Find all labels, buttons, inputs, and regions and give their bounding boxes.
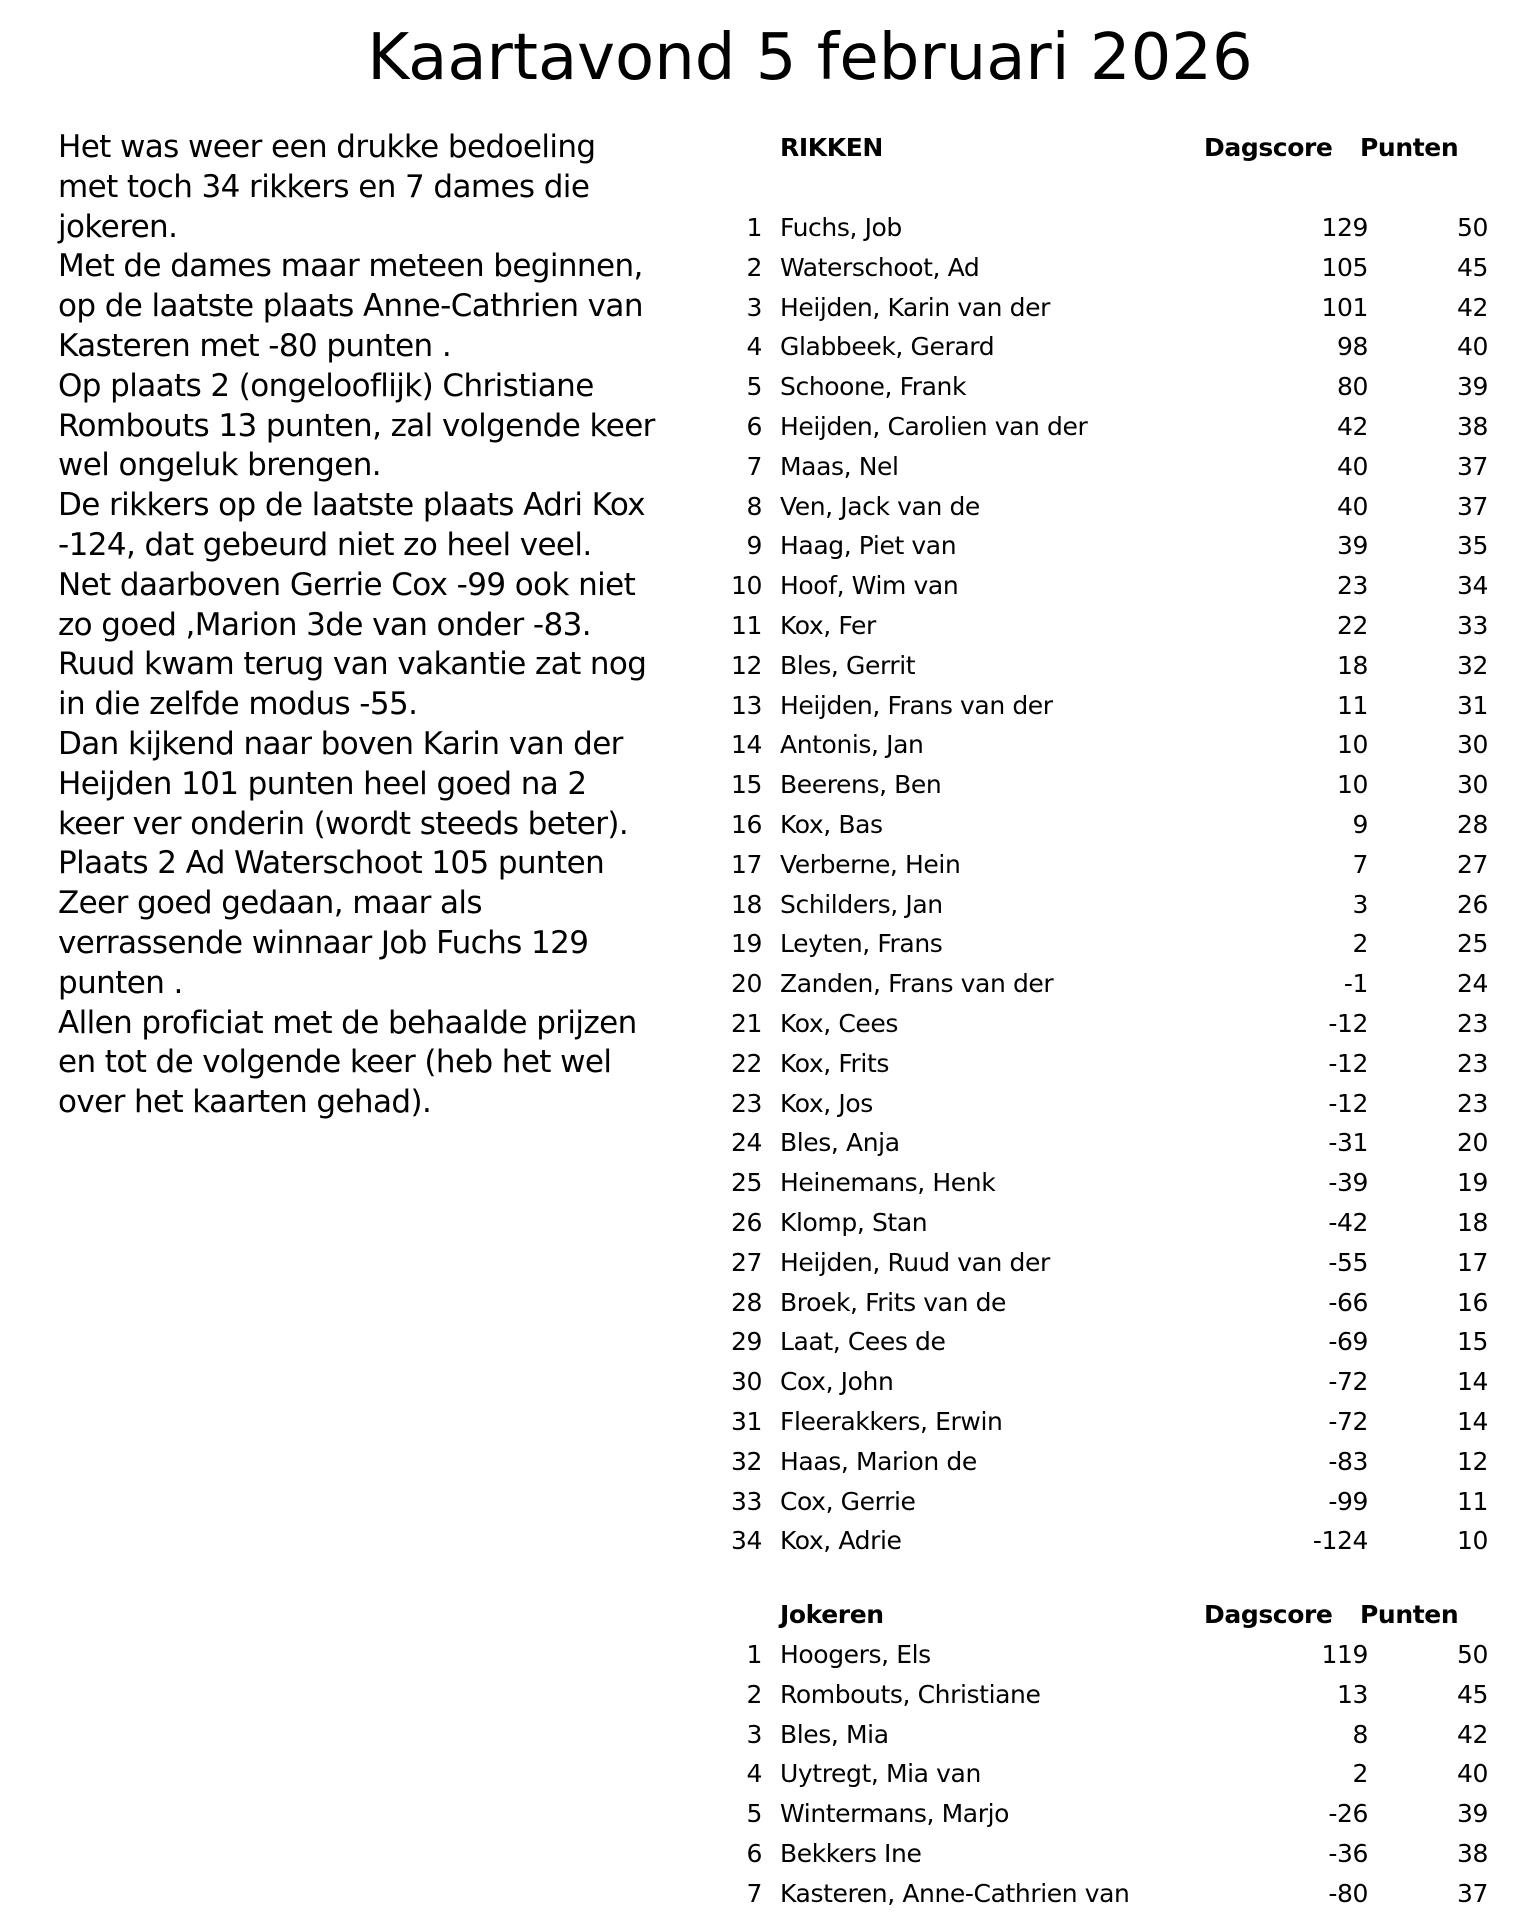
name-cell: Bles, Gerrit (780, 650, 916, 680)
rank-cell: 25 (730, 1168, 762, 1198)
rank-cell: 29 (730, 1327, 762, 1357)
rank-cell: 14 (730, 730, 762, 760)
punten-cell: 18 (1456, 1207, 1488, 1237)
table-row (720, 964, 1500, 1004)
table-row (720, 1044, 1500, 1084)
rank-cell: 2 (746, 252, 762, 282)
story-line: Kasteren met -80 punten . (58, 327, 452, 364)
table-row (720, 805, 1500, 845)
rank-cell: 8 (746, 491, 762, 521)
table-row (720, 1163, 1500, 1203)
rank-cell: 16 (730, 809, 762, 839)
table-row (720, 845, 1500, 885)
name-cell: Heijden, Frans van der (780, 690, 1053, 720)
dagscore-cell: 98 (1336, 332, 1368, 362)
story-line: Plaats 2 Ad Waterschoot 105 punten (58, 845, 605, 882)
table-row (720, 566, 1500, 606)
table-row (720, 367, 1500, 407)
punten-cell: 10 (1456, 1526, 1488, 1556)
name-cell: Heinemans, Henk (780, 1168, 996, 1198)
name-cell: Uytregt, Mia van (780, 1759, 981, 1789)
punten-header: Punten (1360, 1600, 1459, 1629)
table-row (720, 1834, 1500, 1874)
rank-cell: 33 (730, 1486, 762, 1516)
punten-cell: 42 (1456, 292, 1488, 322)
name-cell: Schilders, Jan (780, 889, 943, 919)
dagscore-cell: 2 (1352, 1759, 1368, 1789)
name-cell: Heijden, Ruud van der (780, 1247, 1050, 1277)
dagscore-cell: 2 (1352, 929, 1368, 959)
story-line: punten . (58, 964, 183, 1001)
name-cell: Hoof, Wim van (780, 571, 959, 601)
story-line: Rombouts 13 punten, zal volgende keer (58, 407, 655, 444)
rank-cell: 24 (730, 1128, 762, 1158)
punten-cell: 40 (1456, 1759, 1488, 1789)
story-line: Op plaats 2 (ongelooflijk) Christiane (58, 367, 594, 404)
table-row (720, 1362, 1500, 1402)
dagscore-cell: 10 (1336, 730, 1368, 760)
story-line: met toch 34 rikkers en 7 dames die (58, 168, 590, 205)
punten-cell: 19 (1456, 1168, 1488, 1198)
dagscore-cell: -72 (1328, 1367, 1368, 1397)
punten-cell: 30 (1456, 770, 1488, 800)
name-cell: Hoogers, Els (780, 1640, 931, 1669)
table-row (720, 765, 1500, 805)
table-row (720, 686, 1500, 726)
table-row (720, 1754, 1500, 1794)
punten-cell: 14 (1456, 1367, 1488, 1397)
table-row (720, 208, 1500, 248)
punten-cell: 20 (1456, 1128, 1488, 1158)
table-row (720, 1283, 1500, 1323)
rank-cell: 19 (730, 929, 762, 959)
table-row (720, 447, 1500, 487)
table-row (720, 924, 1500, 964)
name-cell: Glabbeek, Gerard (780, 332, 995, 362)
dagscore-cell: 7 (1352, 849, 1368, 879)
punten-cell: 31 (1456, 690, 1488, 720)
story-line: en tot de volgende keer (heb het wel (58, 1044, 612, 1081)
dagscore-cell: 9 (1352, 809, 1368, 839)
punten-cell: 33 (1456, 610, 1488, 640)
rank-cell: 5 (746, 372, 762, 402)
story-line: Ruud kwam terug van vakantie zat nog (58, 646, 647, 683)
punten-cell: 34 (1456, 571, 1488, 601)
punten-cell: 37 (1456, 1878, 1488, 1908)
dagscore-cell: -42 (1328, 1207, 1368, 1237)
table-row (720, 407, 1500, 447)
rank-cell: 7 (746, 1878, 762, 1908)
dagscore-cell: 129 (1321, 213, 1368, 242)
rank-cell: 32 (730, 1446, 762, 1476)
rikken-header (720, 128, 1500, 168)
story-line: Allen proficiat met de behaalde prijzen (58, 1004, 637, 1041)
rank-cell: 6 (746, 1838, 762, 1868)
rank-cell: 20 (730, 969, 762, 999)
punten-cell: 28 (1456, 809, 1488, 839)
table-row (720, 1442, 1500, 1482)
rank-cell: 1 (746, 1640, 762, 1669)
table-row (720, 1635, 1500, 1675)
name-cell: Kasteren, Anne-Cathrien van (780, 1878, 1130, 1908)
punten-cell: 23 (1456, 1008, 1488, 1038)
punten-cell: 23 (1456, 1088, 1488, 1118)
table-row (720, 1123, 1500, 1163)
rank-cell: 30 (730, 1367, 762, 1397)
rank-cell: 28 (730, 1287, 762, 1317)
table-row (720, 288, 1500, 328)
story-line: over het kaarten gehad). (58, 1084, 432, 1121)
name-cell: Bles, Mia (780, 1719, 889, 1749)
story-line: op de laatste plaats Anne-Cathrien van (58, 288, 643, 325)
dagscore-cell: -36 (1328, 1838, 1368, 1868)
punten-cell: 39 (1456, 372, 1488, 402)
story-line: zo goed ,Marion 3de van onder -83. (58, 606, 591, 643)
table-row (720, 1482, 1500, 1522)
name-cell: Verberne, Hein (780, 849, 961, 879)
rank-cell: 7 (746, 451, 762, 481)
name-cell: Kox, Cees (780, 1008, 899, 1038)
name-cell: Cox, John (780, 1367, 894, 1397)
table-row (720, 526, 1500, 566)
story-line: in die zelfde modus -55. (58, 686, 418, 723)
story-line: keer ver onderin (wordt steeds beter). (58, 805, 629, 842)
story-line: De rikkers op de laatste plaats Adri Kox (58, 487, 646, 524)
table-row (720, 606, 1500, 646)
story-text (58, 128, 698, 1123)
dagscore-cell: -124 (1312, 1526, 1368, 1556)
name-cell: Zanden, Frans van der (780, 969, 1054, 999)
punten-cell: 15 (1456, 1327, 1488, 1357)
name-cell: Kox, Bas (780, 809, 883, 839)
dagscore-cell: 119 (1321, 1640, 1368, 1669)
dagscore-cell: 39 (1336, 531, 1368, 561)
story-line: jokeren. (58, 208, 178, 245)
name-cell: Ven, Jack van de (780, 491, 980, 521)
table-row (720, 327, 1500, 367)
rank-cell: 13 (730, 690, 762, 720)
punten-cell: 27 (1456, 849, 1488, 879)
table-row (720, 1402, 1500, 1442)
name-cell: Wintermans, Marjo (780, 1799, 1010, 1829)
dagscore-cell: -99 (1328, 1486, 1368, 1516)
table-row (720, 885, 1500, 925)
punten-cell: 39 (1456, 1799, 1488, 1829)
name-cell: Maas, Nel (780, 451, 899, 481)
punten-cell: 38 (1456, 411, 1488, 441)
rank-cell: 23 (730, 1088, 762, 1118)
name-cell: Kox, Jos (780, 1088, 873, 1118)
dagscore-cell: -83 (1328, 1446, 1368, 1476)
dagscore-cell: 8 (1352, 1719, 1368, 1749)
story-line: Zeer goed gedaan, maar als (58, 885, 482, 922)
story-line: -124, dat gebeurd niet zo heel veel. (58, 526, 592, 563)
page-title: Kaartavond 5 februari 2026 (367, 21, 1253, 95)
dagscore-cell: 40 (1336, 491, 1368, 521)
name-cell: Bles, Anja (780, 1128, 900, 1158)
dagscore-cell: 18 (1336, 650, 1368, 680)
punten-cell: 14 (1456, 1406, 1488, 1436)
dagscore-cell: 10 (1336, 770, 1368, 800)
dagscore-cell: -66 (1328, 1287, 1368, 1317)
dagscore-cell: -55 (1328, 1247, 1368, 1277)
punten-cell: 30 (1456, 730, 1488, 760)
rank-cell: 11 (730, 610, 762, 640)
name-cell: Beerens, Ben (780, 770, 942, 800)
punten-cell: 16 (1456, 1287, 1488, 1317)
dagscore-cell: 101 (1321, 292, 1368, 322)
punten-cell: 38 (1456, 1838, 1488, 1868)
table-row (720, 1004, 1500, 1044)
name-cell: Fleerakkers, Erwin (780, 1406, 1003, 1436)
rank-cell: 17 (730, 849, 762, 879)
dagscore-cell: -69 (1328, 1327, 1368, 1357)
jokeren-title: Jokeren (780, 1600, 884, 1629)
rank-cell: 2 (746, 1679, 762, 1709)
punten-cell: 40 (1456, 332, 1488, 362)
dagscore-cell: 80 (1336, 372, 1368, 402)
punten-cell: 50 (1456, 1640, 1488, 1669)
rank-cell: 31 (730, 1406, 762, 1436)
punten-cell: 24 (1456, 969, 1488, 999)
dagscore-cell: -39 (1328, 1168, 1368, 1198)
name-cell: Haas, Marion de (780, 1446, 977, 1476)
rikken-table (720, 128, 1500, 1561)
story-line: Dan kijkend naar boven Karin van der (58, 725, 623, 762)
punten-cell: 50 (1456, 213, 1488, 242)
name-cell: Bekkers Ine (780, 1838, 922, 1868)
rank-cell: 34 (730, 1526, 762, 1556)
rank-cell: 27 (730, 1247, 762, 1277)
table-row (720, 646, 1500, 686)
dagscore-cell: 3 (1352, 889, 1368, 919)
dagscore-cell: -31 (1328, 1128, 1368, 1158)
punten-cell: 11 (1456, 1486, 1488, 1516)
dagscore-cell: 11 (1336, 690, 1368, 720)
punten-cell: 35 (1456, 531, 1488, 561)
jokeren-table (720, 1595, 1500, 1914)
name-cell: Fuchs, Job (780, 213, 902, 242)
story-line: wel ongeluk brengen. (58, 447, 382, 484)
punten-cell: 42 (1456, 1719, 1488, 1749)
dagscore-cell: -80 (1328, 1878, 1368, 1908)
rank-cell: 15 (730, 770, 762, 800)
rank-cell: 26 (730, 1207, 762, 1237)
rank-cell: 10 (730, 571, 762, 601)
name-cell: Laat, Cees de (780, 1327, 946, 1357)
story-line: Het was weer een drukke bedoeling (58, 129, 596, 165)
punten-header: Punten (1360, 133, 1459, 162)
rank-cell: 12 (730, 650, 762, 680)
name-cell: Schoone, Frank (780, 372, 967, 402)
table-row (720, 1874, 1500, 1914)
name-cell: Antonis, Jan (780, 730, 924, 760)
story-line: Heijden 101 punten heel goed na 2 (58, 765, 587, 802)
rank-cell: 6 (746, 411, 762, 441)
name-cell: Cox, Gerrie (780, 1486, 916, 1516)
table-row (720, 1521, 1500, 1561)
story-line: Net daarboven Gerrie Cox -99 ook niet (58, 566, 636, 603)
rank-cell: 18 (730, 889, 762, 919)
punten-cell: 32 (1456, 650, 1488, 680)
dagscore-cell: 40 (1336, 451, 1368, 481)
dagscore-cell: -72 (1328, 1406, 1368, 1436)
rank-cell: 3 (746, 292, 762, 322)
name-cell: Waterschoot, Ad (780, 252, 980, 282)
dagscore-header: Dagscore (1204, 133, 1333, 162)
table-row (720, 1715, 1500, 1755)
dagscore-cell: -26 (1328, 1799, 1368, 1829)
dagscore-cell: 23 (1336, 571, 1368, 601)
punten-cell: 37 (1456, 451, 1488, 481)
rank-cell: 21 (730, 1008, 762, 1038)
rank-cell: 4 (746, 1759, 762, 1789)
table-row (720, 248, 1500, 288)
table-row (720, 1675, 1500, 1715)
dagscore-cell: 22 (1336, 610, 1368, 640)
table-row (720, 1322, 1500, 1362)
story-line: verrassende winnaar Job Fuchs 129 (58, 924, 589, 961)
table-row (720, 1203, 1500, 1243)
punten-cell: 17 (1456, 1247, 1488, 1277)
name-cell: Heijden, Carolien van der (780, 411, 1088, 441)
jokeren-header (720, 1595, 1500, 1635)
rank-cell: 22 (730, 1048, 762, 1078)
rank-cell: 1 (746, 213, 762, 242)
punten-cell: 25 (1456, 929, 1488, 959)
punten-cell: 37 (1456, 491, 1488, 521)
table-row (720, 725, 1500, 765)
dagscore-cell: 42 (1336, 411, 1368, 441)
name-cell: Broek, Frits van de (780, 1287, 1007, 1317)
table-row (720, 1243, 1500, 1283)
name-cell: Haag, Piet van (780, 531, 957, 561)
rikken-rows (720, 208, 1500, 1561)
rank-cell: 5 (746, 1799, 762, 1829)
name-cell: Kox, Fer (780, 610, 876, 640)
punten-cell: 26 (1456, 889, 1488, 919)
jokeren-rows (720, 1635, 1500, 1914)
dagscore-cell: 105 (1321, 252, 1368, 282)
table-row (720, 1084, 1500, 1124)
dagscore-cell: 13 (1336, 1679, 1368, 1709)
story-line: Met de dames maar meteen beginnen, (58, 248, 643, 285)
name-cell: Leyten, Frans (780, 929, 943, 959)
rank-cell: 9 (746, 531, 762, 561)
name-cell: Kox, Frits (780, 1048, 889, 1078)
punten-cell: 12 (1456, 1446, 1488, 1476)
dagscore-cell: -12 (1328, 1088, 1368, 1118)
name-cell: Klomp, Stan (780, 1207, 928, 1237)
dagscore-cell: -1 (1343, 969, 1368, 999)
rikken-title: RIKKEN (780, 133, 883, 162)
rank-cell: 3 (746, 1719, 762, 1749)
punten-cell: 23 (1456, 1048, 1488, 1078)
spacer (720, 168, 1500, 208)
dagscore-header: Dagscore (1204, 1600, 1333, 1629)
rank-cell: 4 (746, 332, 762, 362)
name-cell: Heijden, Karin van der (780, 292, 1050, 322)
name-cell: Kox, Adrie (780, 1526, 902, 1556)
dagscore-cell: -12 (1328, 1008, 1368, 1038)
table-row (720, 487, 1500, 527)
table-row (720, 1794, 1500, 1834)
punten-cell: 45 (1456, 1679, 1488, 1709)
dagscore-cell: -12 (1328, 1048, 1368, 1078)
punten-cell: 45 (1456, 252, 1488, 282)
name-cell: Rombouts, Christiane (780, 1679, 1041, 1709)
